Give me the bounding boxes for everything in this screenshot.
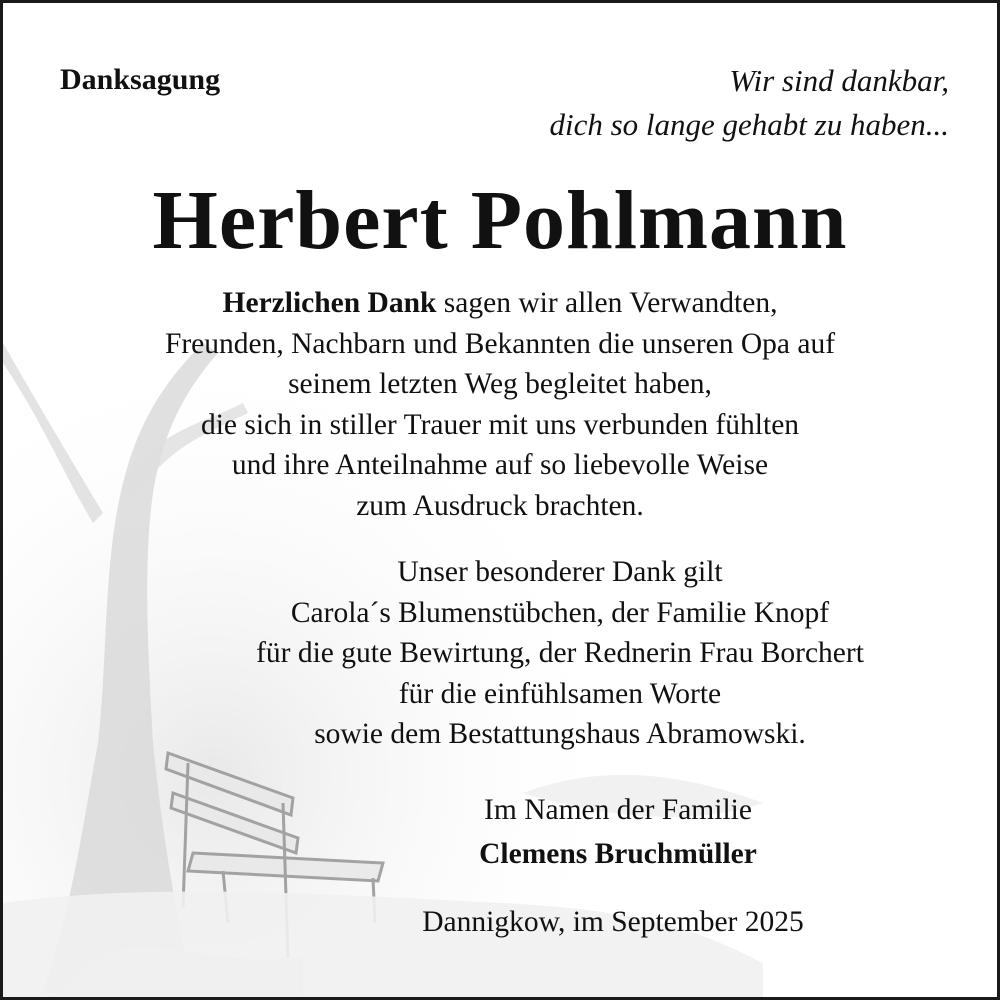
quote-line: Wir sind dankbar,: [729, 63, 949, 98]
special-thanks-paragraph: [153, 552, 967, 755]
quote: [549, 59, 949, 147]
signature-intro: Im Namen der Familie: [484, 794, 752, 826]
special-thanks-line: für die einfühlsamen Worte: [398, 677, 722, 710]
thanks-lead-rest: sagen wir allen Verwandten,: [436, 287, 778, 319]
thanks-line: die sich in stiller Trauer mit uns verbunden fühlten: [200, 408, 800, 441]
thanks-lead-bold: Herzlichen Dank: [222, 287, 437, 319]
thanks-paragraph: [3, 283, 997, 526]
thanks-line: und ihre Anteilnahme auf so liebevolle Weise: [231, 449, 769, 481]
special-thanks-line: Carola´s Blumenstübchen, der Familie Knopf: [290, 596, 830, 629]
special-thanks-line: sowie dem Bestattungshaus Abramowski.: [314, 718, 806, 750]
place-date: Dannigkow, im September 2025: [422, 906, 804, 938]
signature-block: [443, 788, 793, 876]
thanks-line: zum Ausdruck brachten.: [356, 489, 644, 522]
thanks-lead-line: [3, 283, 997, 324]
quote-line: dich so lange gehabt zu haben...: [549, 107, 949, 142]
notice-heading: Danksagung: [60, 63, 221, 96]
thanks-line: Freunden, Nachbarn und Bekannten die unseren Opa auf: [164, 327, 836, 360]
signature-name: Clemens Bruchmüller: [479, 838, 757, 870]
thanks-line: seinem letzten Weg begleitet haben,: [288, 368, 712, 400]
deceased-name: Herbert Pohlmann: [152, 174, 848, 267]
special-thanks-line: Unser besonderer Dank gilt: [397, 556, 723, 588]
special-thanks-line: für die gute Bewirtung, der Rednerin Frau Borchert: [256, 637, 864, 669]
